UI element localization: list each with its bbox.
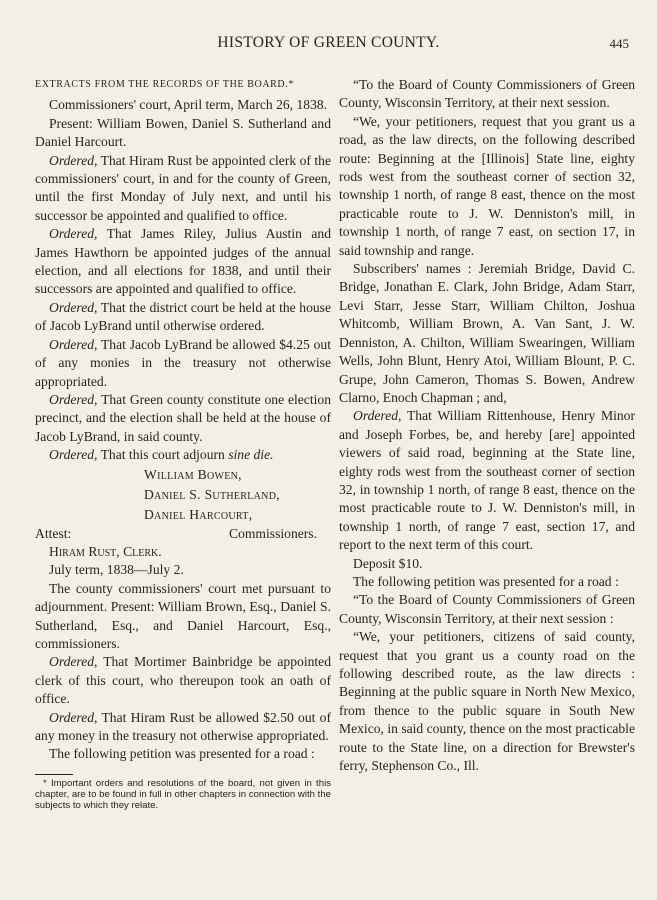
commissioners-label: Commissioners.: [229, 525, 317, 541]
ordered-label: Ordered,: [49, 447, 98, 463]
paragraph: [35, 391, 331, 446]
paragraph: [35, 152, 331, 226]
paragraph: “We, your petitioners, request that you grant us a road, as the law directs, on the following described route: Beginning at the [Illinois] State line, eighty rods west from the southeast corner of section 32, township 1 north, of range 8 east, thence on the most practicable route to J. W. Denniston's mill, in township 1 north, of range 7 east, on section 17, in said township and range.: [339, 113, 635, 258]
paragraph: “We, your petitioners, citizens of said county, request that you grant us a county road on the following described route, as the law directs : Beginning at the public square in North New Mexico, from thence to the public square in South New Mexico, in said county, thence on the most practicable route to the State line, on a direction for Brewster's ferry, Stephenson Co., Ill.: [339, 629, 635, 774]
paragraph: Deposit $10.: [353, 555, 423, 571]
paragraph-text: That James Riley, Julius Austin and James Hawthorn be appointed judges of the annual election, and all elections for 1838, and until their successors are appointed and qualified to office.: [35, 226, 331, 297]
paragraph-text: That Jacob LyBrand be allowed $4.25 out of any monies in the treasury not otherwise appropriated.: [35, 336, 331, 389]
paragraph-text: That Mortimer Bainbridge be appointed clerk of this court, who thereupon took an oath of office.: [35, 654, 331, 707]
signature-line: William Bowen,: [144, 466, 242, 482]
paragraph: [35, 709, 331, 746]
signature-line: Daniel Harcourt,: [144, 506, 253, 522]
left-column: [35, 76, 331, 811]
ordered-label: Ordered,: [49, 391, 98, 407]
ordered-label: Ordered,: [353, 408, 402, 424]
paragraph: The following petition was presented for a road :: [353, 573, 619, 589]
signature-line: Daniel S. Sutherland,: [144, 486, 280, 502]
paragraph-text: That this court adjourn: [97, 447, 229, 463]
clerk-signature: Hiram Rust, Clerk.: [49, 543, 162, 559]
paragraph: Present: William Bowen, Daniel S. Sutherland and Daniel Harcourt.: [35, 115, 331, 150]
paragraph: [35, 299, 331, 336]
paragraph: The county commissioners' court met pursuant to adjournment. Present: William Brown, Esq., Daniel S. Sutherland, Esq., and Daniel Harcourt, Esq., commissioners.: [35, 580, 331, 651]
paragraph: [339, 407, 635, 554]
paragraph: The following petition was presented for a road :: [49, 746, 315, 762]
footnote: * Important orders and resolutions of the board, not given in this chapter, are to be found in full in other chapters in connection with the subjects to which they relate.: [35, 777, 331, 811]
paragraph-text: That the district court be held at the house of Jacob LyBrand until otherwise ordered.: [35, 299, 331, 334]
paragraph-text: That Green county constitute one election precinct, and the election shall be held at the house of Jacob LyBrand, in said county.: [35, 391, 331, 444]
ordered-label: Ordered,: [49, 709, 98, 725]
section-heading: EXTRACTS FROM THE RECORDS OF THE BOARD.*: [35, 79, 294, 90]
paragraph-text: That Hiram Rust be allowed $2.50 out of any money in the treasury not otherwise appropriated.: [35, 709, 331, 743]
paragraph: [35, 653, 331, 708]
attest-line: [35, 525, 331, 543]
paragraph-text: That William Rittenhouse, Henry Minor and Joseph Forbes, be, and hereby [are] appointed viewers of said road, beginning at the State line, eighty rods west from the southeast corner of section 32, in township 1 north, of range 8 east, thence on the most practicable route to J. W. Denniston's mill, in township 1 north, of range 7 east, section 17, and report to the next term of this court.: [339, 408, 635, 553]
paragraph: Commissioners' court, April term, March 26, 1838.: [49, 97, 328, 113]
ordered-label: Ordered,: [49, 299, 98, 315]
paragraph: “To the Board of County Commissioners of Green County, Wisconsin Territory, at their next session.: [339, 77, 635, 111]
latin-phrase: sine die.: [228, 447, 274, 463]
paragraph-text: That Hiram Rust be appointed clerk of the commissioners' court, in and for the county of Green, until the first Monday of July next, and until his successor be appointed and qualified to office.: [35, 152, 331, 223]
paragraph: [35, 336, 331, 391]
ordered-label: Ordered,: [49, 336, 98, 352]
paragraph: “To the Board of County Commissioners of Green County, Wisconsin Territory, at their next session :: [339, 592, 635, 626]
paragraph: [35, 446, 331, 464]
right-column: [339, 76, 635, 775]
attest-label: Attest:: [35, 525, 72, 541]
footnote-rule: [35, 774, 73, 775]
running-header: HISTORY OF GREEN COUNTY.: [217, 34, 440, 51]
paragraph: [35, 225, 331, 299]
ordered-label: Ordered,: [49, 226, 98, 242]
page-number: 445: [609, 36, 629, 51]
ordered-label: Ordered,: [49, 654, 98, 670]
ordered-label: Ordered,: [49, 152, 98, 168]
paragraph: July term, 1838—July 2.: [49, 562, 184, 578]
paragraph: Subscribers' names : Jeremiah Bridge, David C. Bridge, Jonathan E. Clark, John Bridge, Adam Starr, Levi Starr, Jesse Starr, William Chilton, Joshua Whitcomb, William Brown, A. Van Sant, J. W. Denniston, A. Chilton, William Swearingen, William Wells, John Blunt, Henry Atoi, William Blount, P. C. Grupe, John Cameron, Thomas S. Bowen, Andrew Clarno, Enoch Chapman ; and,: [339, 261, 635, 405]
